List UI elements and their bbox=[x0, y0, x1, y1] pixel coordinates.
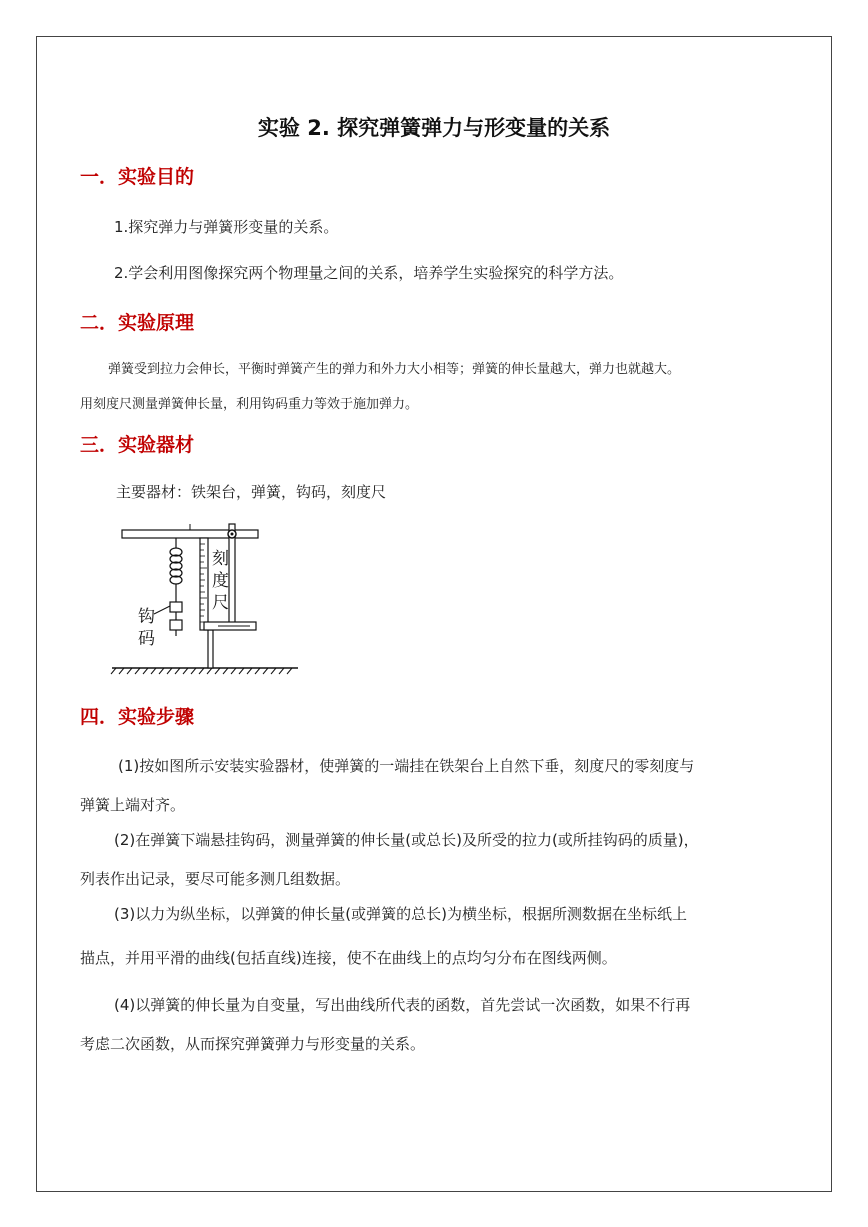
weight-label-1: 钩 bbox=[138, 607, 155, 627]
step-1-line-1: (1)按如图所示安装实验器材，使弹簧的一端挂在铁架台上自然下垂，刻度尺的零刻度与 bbox=[118, 757, 695, 775]
weight-1 bbox=[170, 602, 182, 612]
step-1-line-2: 弹簧上端对齐。 bbox=[80, 796, 186, 814]
ruler-label-3: 尺 bbox=[212, 593, 229, 613]
purpose-item-1: 1.探究弹力与弹簧形变量的关系。 bbox=[114, 218, 339, 236]
equipment-list: 主要器材：铁架台，弹簧，钩码，刻度尺 bbox=[116, 483, 387, 501]
weight-label-2: 码 bbox=[138, 629, 155, 649]
ground-hatching bbox=[111, 668, 292, 674]
section-heading-purpose: 一．实验目的 bbox=[80, 166, 195, 188]
step-2-line-1: (2)在弹簧下端悬挂钩码，测量弹簧的伸长量(或总长)及所受的拉力(或所挂钩码的质量)， bbox=[114, 831, 699, 849]
apparatus-diagram bbox=[110, 518, 305, 676]
section-heading-equipment: 三．实验器材 bbox=[80, 434, 195, 456]
step-4-line-2: 考虑二次函数，从而探究弹簧弹力与形变量的关系。 bbox=[80, 1035, 426, 1053]
purpose-item-2: 2.学会利用图像探究两个物理量之间的关系，培养学生实验探究的科学方法。 bbox=[114, 264, 624, 282]
step-3-line-2: 描点，并用平滑的曲线(包括直线)连接，使不在曲线上的点均匀分布在图线两侧。 bbox=[80, 949, 617, 967]
ruler-label-2: 度 bbox=[212, 571, 229, 591]
page-title: 实验 2. 探究弹簧弹力与形变量的关系 bbox=[257, 116, 611, 140]
crossbar bbox=[122, 530, 258, 538]
step-3-line-1: (3)以力为纵坐标，以弹簧的伸长量(或弹簧的总长)为横坐标，根据所测数据在坐标纸上 bbox=[114, 905, 687, 923]
principle-line-1: 弹簧受到拉力会伸长，平衡时弹簧产生的弹力和外力大小相等；弹簧的伸长量越大，弹力也就越大。 bbox=[108, 362, 681, 377]
step-2-line-2: 列表作出记录，要尽可能多测几组数据。 bbox=[80, 870, 351, 888]
section-heading-principle: 二．实验原理 bbox=[80, 312, 195, 334]
section-heading-steps: 四．实验步骤 bbox=[80, 706, 195, 728]
principle-line-2: 用刻度尺测量弹簧伸长量，利用钩码重力等效于施加弹力。 bbox=[80, 397, 419, 412]
weight-2 bbox=[170, 620, 182, 630]
ruler-label-1: 刻 bbox=[212, 549, 229, 569]
stand-pole bbox=[208, 630, 213, 668]
step-4-line-1: (4)以弹簧的伸长量为自变量，写出曲线所代表的函数，首先尝试一次函数，如果不行再 bbox=[114, 996, 691, 1014]
vertical-rod bbox=[229, 524, 235, 624]
spring bbox=[170, 548, 182, 584]
